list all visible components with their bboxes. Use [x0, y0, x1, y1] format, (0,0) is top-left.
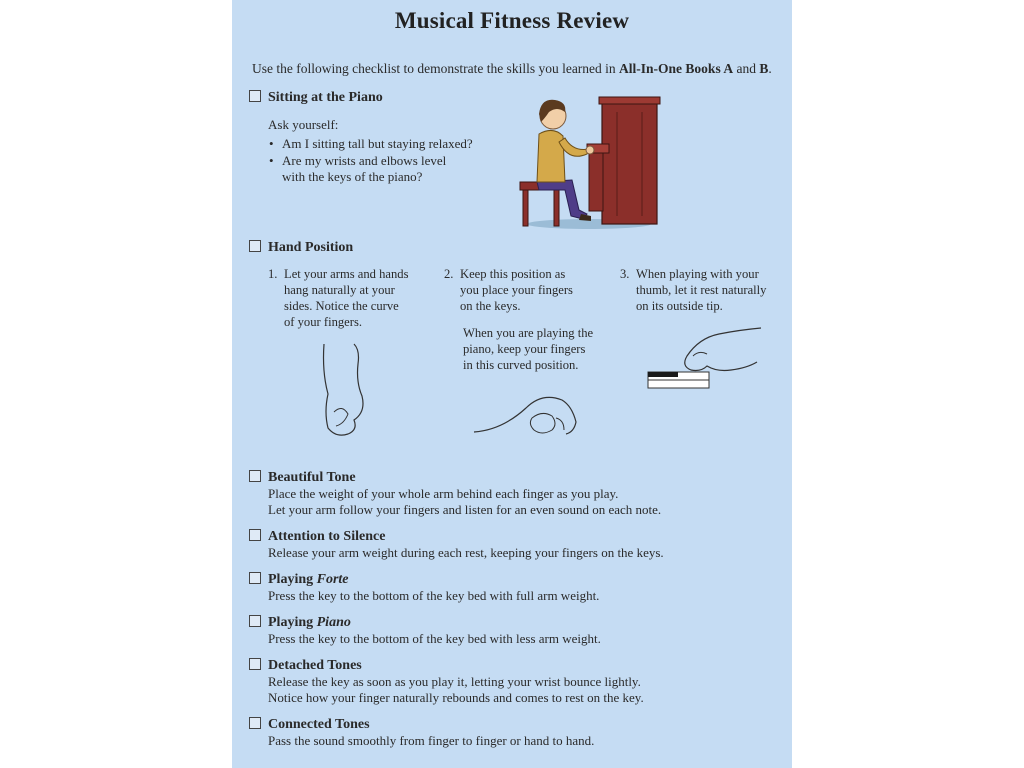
hand-step-3: 3. When playing with your thumb, let it rest naturally on its outside tip.	[620, 267, 767, 313]
item-heading: Playing	[268, 615, 317, 630]
checkbox-connected-tones[interactable]	[249, 717, 261, 729]
item-heading: Connected Tones	[268, 717, 370, 732]
question-1: • Am I sitting tall but staying relaxed?	[268, 136, 473, 152]
checkbox-hand-position[interactable]	[249, 240, 261, 252]
item-heading: Detached Tones	[268, 658, 362, 673]
worksheet-page	[232, 0, 792, 768]
item-heading: Hand Position	[268, 240, 354, 255]
checkbox-playing-piano[interactable]	[249, 615, 261, 627]
checkbox-attention-to-silence[interactable]	[249, 529, 261, 541]
item-heading: Playing	[268, 572, 317, 587]
child-at-piano-illustration	[517, 92, 667, 232]
checklist-item-sitting	[249, 88, 383, 106]
item-heading: Sitting at the Piano	[268, 90, 383, 105]
checklist-item-hand-position	[249, 238, 353, 256]
question-2: • Are my wrists and elbows level with the keys of the piano?	[268, 153, 473, 184]
checkbox-beautiful-tone[interactable]	[249, 470, 261, 482]
checklist-item-detached-tones: Detached Tones Release the key as soon as you play it, letting your wrist bounce lightly. Notice how your finger naturally rebounds and comes to rest on the key.	[249, 656, 644, 705]
item-heading: Attention to Silence	[268, 529, 386, 544]
checkbox-sitting[interactable]	[249, 90, 261, 102]
curved-hand-illustration	[472, 388, 582, 440]
intro-text: Use the following checklist to demonstrate the skills you learned in All-In-One Books A and B.	[252, 61, 772, 76]
checkbox-detached-tones[interactable]	[249, 658, 261, 670]
hand-step-2: 2. Keep this position as you place your fingers on the keys.	[444, 267, 573, 313]
checklist-item-connected-tones: Connected Tones Pass the sound smoothly from finger to finger or hand to hand.	[249, 715, 594, 749]
page-title: Musical Fitness Review	[394, 8, 630, 33]
checklist-item-playing-piano: Playing Piano Press the key to the bottom of the key bed with less arm weight.	[249, 613, 601, 647]
checkbox-playing-forte[interactable]	[249, 572, 261, 584]
hand-step-1: 1. Let your arms and hands hang naturally at your sides. Notice the curve of your fingers.	[268, 267, 409, 329]
checklist-item-beautiful-tone: Beautiful Tone Place the weight of your whole arm behind each finger as you play. Let your arm follow your fingers and listen for an even sound on each note.	[249, 468, 661, 517]
checklist-item-attention-to-silence: Attention to Silence Release your arm weight during each rest, keeping your fingers on the keys.	[249, 527, 664, 561]
hanging-hand-illustration	[314, 342, 374, 442]
checklist-item-playing-forte: Playing Forte Press the key to the bottom of the key bed with full arm weight.	[249, 570, 599, 604]
hand-step-2-note: When you are playing the piano, keep your fingers in this curved position.	[463, 326, 594, 372]
thumb-on-key-illustration	[647, 326, 765, 392]
sitting-questions: Ask yourself: • Am I sitting tall but staying relaxed? • Are my wrists and elbows level with the keys of the piano?	[268, 117, 473, 184]
item-heading: Beautiful Tone	[268, 470, 356, 485]
